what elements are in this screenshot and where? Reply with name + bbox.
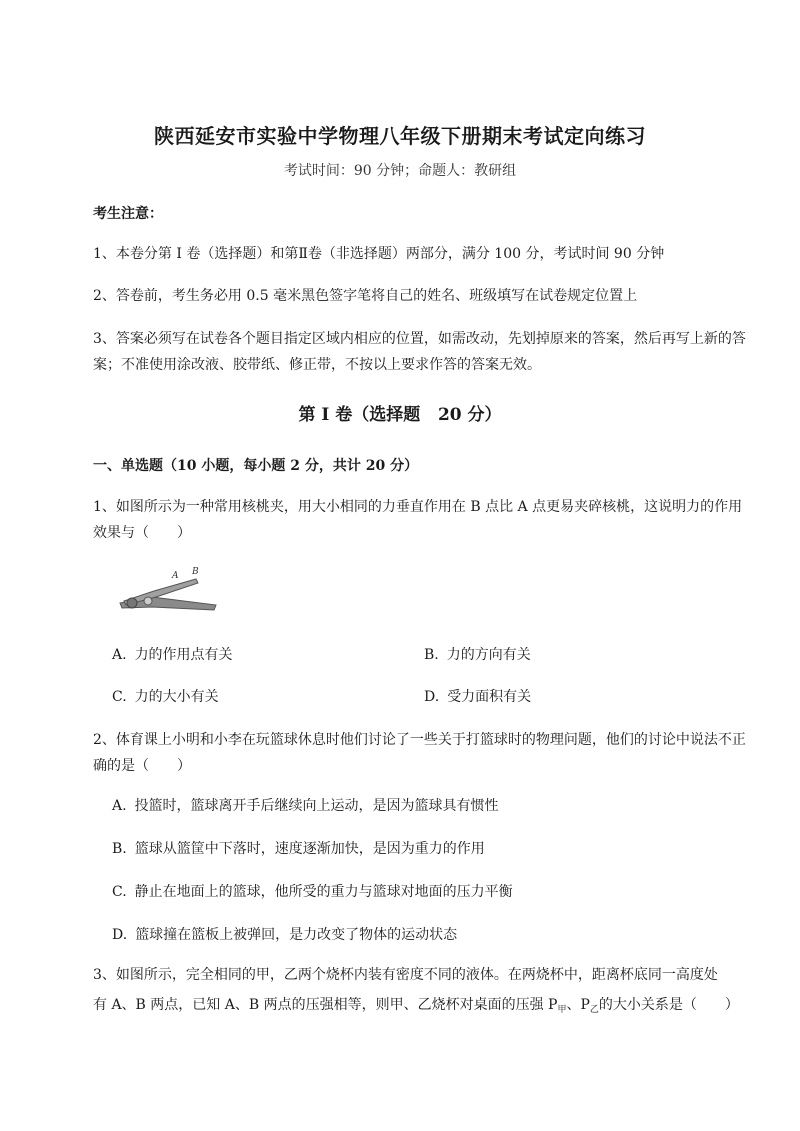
subscript-jia: 甲 (557, 1005, 567, 1015)
notice-item-3: 3、答案必须写在试卷各个题目指定区域内相应的位置，如需改动，先划掉原来的答案，然后再写上新的答案；不准使用涂改液、胶带纸、修正带，不按以上要求作答的答案无效。 (93, 331, 746, 373)
notice-item-1: 1、本卷分第 I 卷（选择题）和第Ⅱ卷（非选择题）两部分，满分 100 分，考试时间 90 分钟 (93, 246, 665, 262)
question-2-option-c[interactable] (112, 881, 513, 903)
option-text: 力的大小有关 (134, 689, 219, 705)
option-letter: D. (424, 689, 440, 705)
question-1-option-d[interactable] (424, 686, 531, 708)
part-heading: 一、单选题（10 小题，每小题 2 分，共计 20 分） (93, 458, 419, 474)
stem-text-end: 的大小关系是（ ） (598, 997, 739, 1013)
option-text: 篮球从篮筐中下落时，速度逐渐加快，是因为重力的作用 (134, 841, 485, 857)
option-letter: D. (112, 927, 128, 943)
option-text: 篮球撞在篮板上被弹回，是力改变了物体的运动状态 (135, 927, 458, 943)
question-1-stem: 1、如图所示为一种常用核桃夹，用大小相同的力垂直作用在 B 点比 A 点更易夹碎核桃，这说明力的作用效果与（ ） (93, 499, 743, 541)
option-letter: B. (112, 841, 127, 857)
figure-label-a: A (172, 571, 179, 581)
stem-text: 有 A、B 两点，已知 A、B 两点的压强相等，则甲、乙烧杯对桌面的压强 P (93, 997, 558, 1013)
question-2-option-b[interactable] (112, 838, 485, 860)
question-1-option-b[interactable] (424, 644, 531, 666)
option-text: 受力面积有关 (447, 689, 532, 705)
option-text: 力的作用点有关 (134, 647, 233, 663)
stem-separator: 、P (566, 997, 590, 1013)
section-title: 第 I 卷（选择题 20 分） (298, 405, 502, 425)
question-3-stem-line-2 (93, 992, 753, 1023)
option-text: 投篮时，篮球离开手后继续向上运动，是因为篮球具有惯性 (134, 798, 499, 814)
figure-label-b: B (192, 567, 199, 577)
option-text: 静止在地面上的篮球，他所受的重力与篮球对地面的压力平衡 (134, 884, 513, 900)
notice-heading: 考生注意： (93, 206, 163, 222)
question-1-option-a[interactable] (112, 644, 233, 666)
subscript-yi: 乙 (589, 1005, 599, 1015)
question-1-option-c[interactable] (112, 686, 219, 708)
nutcracker-figure (112, 563, 224, 619)
exam-title: 陕西延安市实验中学物理八年级下册期末考试定向练习 (154, 124, 646, 148)
question-2-stem: 2、体育课上小明和小李在玩篮球休息时他们讨论了一些关于打篮球时的物理问题，他们的讨论中说法不正确的是（ ） (93, 732, 746, 774)
exam-subtitle: 考试时间：90 分钟；命题人：教研组 (283, 163, 517, 179)
option-letter: A. (112, 647, 127, 663)
question-2-option-d[interactable] (112, 924, 457, 946)
option-letter: B. (424, 647, 439, 663)
nutcracker-hinge (127, 598, 137, 608)
option-letter: C. (112, 689, 127, 705)
question-3-stem-line-1: 3、如图所示，完全相同的甲，乙两个烧杯内装有密度不同的液体。在两烧杯中，距离杯底同一高度处 (93, 967, 718, 983)
option-letter: A. (112, 798, 127, 814)
option-text: 力的方向有关 (446, 647, 531, 663)
notice-item-2: 2、答卷前，考生务必用 0.5 毫米黑色签字笔将自己的姓名、班级填写在试卷规定位置上 (93, 288, 638, 304)
question-2-option-a[interactable] (112, 795, 499, 817)
nutcracker-jaw (144, 597, 152, 605)
option-letter: C. (112, 884, 127, 900)
